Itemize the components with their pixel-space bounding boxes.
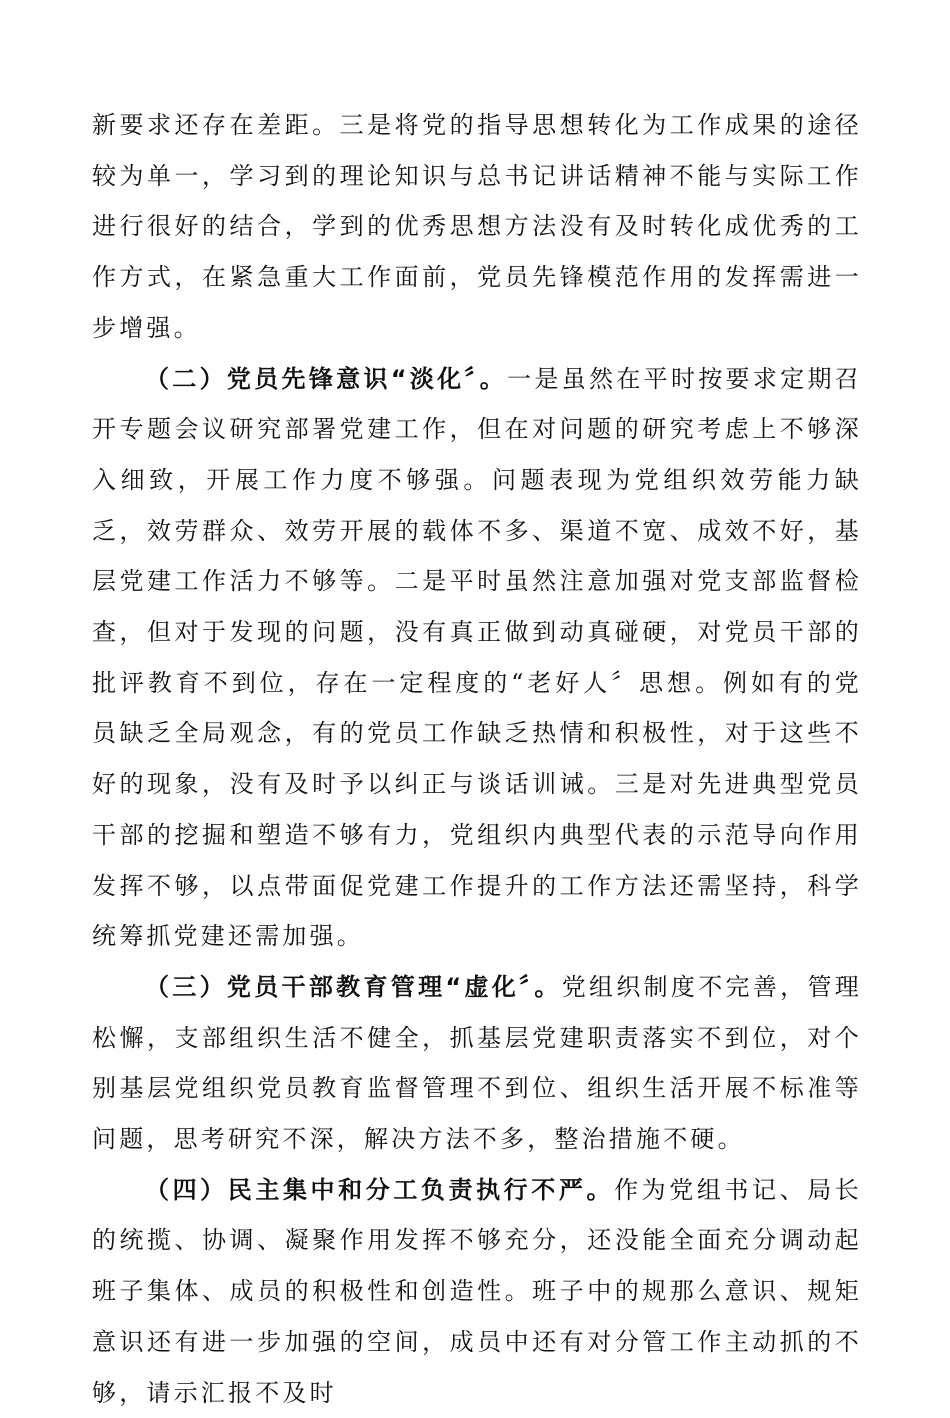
- section-heading: （二）党员先锋意识“淡化〞。: [145, 364, 508, 393]
- paragraph-continuation: [92, 100, 862, 354]
- section-heading: （三）党员干部教育管理“虚化〞。: [145, 972, 562, 1001]
- paragraph-text: 作为党组书记、局长的统揽、协调、凝聚作用发挥不够充分，还没能全面充分调动起班子集体、成员的积极性和创造性。班子中的规那么意识、规矩意识还有进一步加强的空间，成员中还有对分管工作主动抓的不够，请示汇报不及时: [92, 1175, 862, 1407]
- paragraph-text: 党组织制度不完善，管理松懈，支部组织生活不健全，抓基层党建职责落实不到位，对个别基层党组织党员教育监督管理不到位、组织生活开展不标准等问题，思考研究不深，解决方法不多，整治措施不硬。: [92, 972, 862, 1154]
- paragraph-section-4: [92, 1165, 862, 1418]
- paragraph-section-2: [92, 354, 862, 962]
- paragraph-text: 一是虽然在平时按要求定期召开专题会议研究部署党建工作，但在对问题的研究考虑上不够深入细致，开展工作力度不够强。问题表现为党组织效劳能力缺乏，效劳群众、效劳开展的载体不多、渠道不宽、成效不好，基层党建工作活力不够等。二是平时虽然注意加强对党支部监督检查，但对于发现的问题，没有真正做到动真碰硬，对党员干部的批评教育不到位，存在一定程度的“老好人〞思想。例如有的党员缺乏全局观念，有的党员工作缺乏热情和积极性，对于这些不好的现象，没有及时予以纠正与谈话训诫。三是对先进典型党员干部的挖掘和塑造不够有力，党组织内典型代表的示范导向作用发挥不够，以点带面促党建工作提升的工作方法还需坚持，科学统筹抓党建还需加强。: [92, 364, 862, 951]
- paragraph-text: 新要求还存在差距。三是将党的指导思想转化为工作成果的途径较为单一，学习到的理论知识与总书记讲话精神不能与实际工作进行很好的结合，学到的优秀思想方法没有及时转化成优秀的工作方式，在紧急重大工作面前，党员先锋模范作用的发挥需进一步增强。: [92, 111, 862, 342]
- section-heading: （四）民主集中和分工负责执行不严。: [145, 1175, 615, 1204]
- document-body: [92, 100, 862, 1418]
- paragraph-section-3: [92, 962, 862, 1165]
